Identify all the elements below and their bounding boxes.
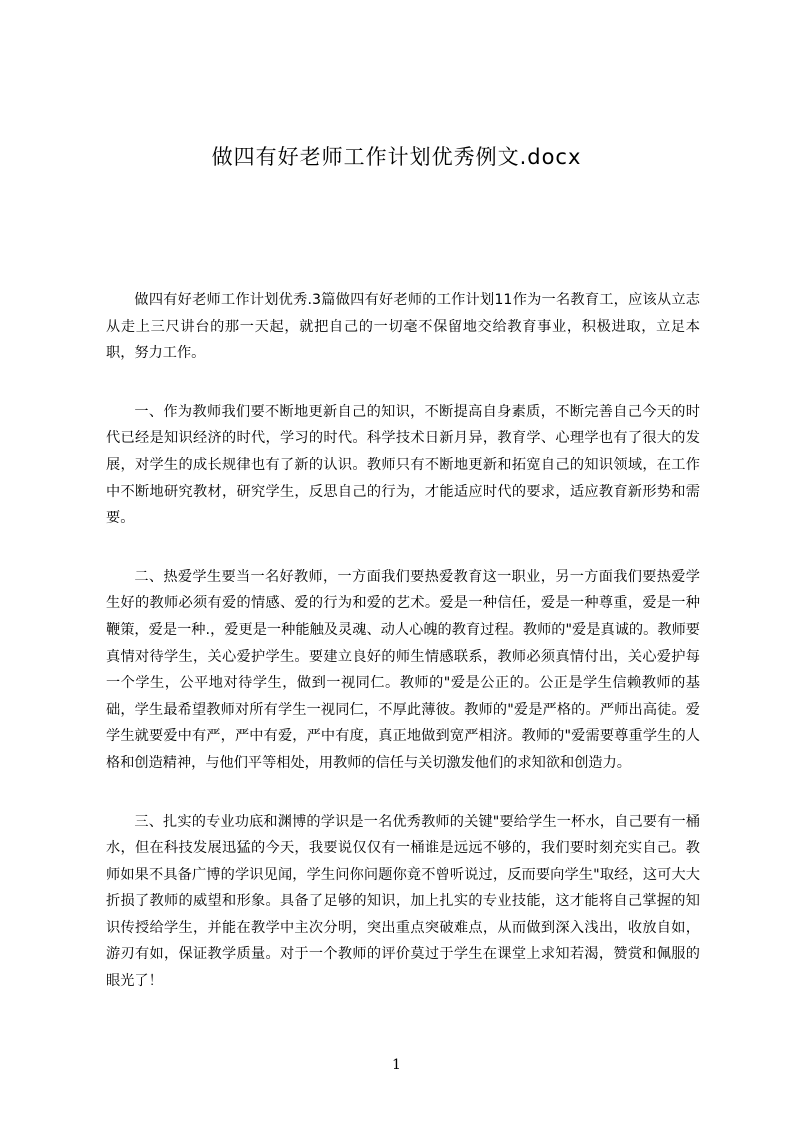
paragraph-section-three: 三、扎实的专业功底和渊博的学识是一名优秀教师的关键"要给学生一杯水，自己要有一桶水，但在科技发展迅猛的今天，我要说仅仅有一桶谁是远远不够的，我们要时刻充实自己。教师如果不具备广博的学识见闻，学生问你问题你竟不曾听说过，反而要向学生"取经，这可大大折损了教师的威望和形象。具备了足够的知识，加上扎实的专业技能，这才能将自己掌握的知识传授给学生，并能在教学中主次分明，突出重点突破难点，从而做到深入浅出，收放自如，游刃有如，保证教学质量。对于一个教师的评价莫过于学生在课堂上求知若渴，赞赏和佩服的眼光了！ bbox=[106, 813, 700, 990]
document-title: 做四有好老师工作计划优秀例文.docx bbox=[211, 145, 582, 169]
document-body bbox=[106, 287, 700, 1027]
paragraph-section-one: 一、作为教师我们要不断地更新自己的知识，不断提高自身素质，不断完善自己今天的时代已经是知识经济的时代，学习的时代。科学技术日新月异，教育学、心理学也有了很大的发展，对学生的成长规律也有了新的认识。教师只有不断地更新和拓宽自己的知识领域，在工作中不断地研究教材，研究学生，反思自己的行为，才能适应时代的要求，适应教育新形势和需要。 bbox=[106, 403, 700, 527]
page-number: 1 bbox=[392, 1057, 401, 1073]
paragraph-intro: 做四有好老师工作计划优秀.3篇做四有好老师的工作计划11作为一名教育工，应该从立志从走上三尺讲台的那一天起，就把自己的一切毫不保留地交给教育事业，积极进取，立足本职，努力工作。 bbox=[106, 292, 700, 362]
paragraph-section-two: 二、热爱学生要当一名好教师，一方面我们要热爱教育这一职业，另一方面我们要热爱学生好的教师必须有爱的情感、爱的行为和爱的艺术。爱是一种信任，爱是一种尊重，爱是一种鞭策，爱是一种.，爱更是一种能触及灵魂、动人心魄的教育过程。教师的"爱是真诚的。教师要真情对待学生，关心爱护学生。要建立良好的师生情感联系，教师必须真情付出，关心爱护每一个学生，公平地对待学生，做到一视同仁。教师的"爱是公正的。公正是学生信赖教师的基础，学生最希望教师对所有学生一视同仁，不厚此薄彼。教师的"爱是严格的。严师出高徒。爱学生就要爱中有严，严中有爱，严中有度，真正地做到宽严相济。教师的"爱需要尊重学生的人格和创造精神，与他们平等相处，用教师的信任与关切激发他们的求知欲和创造力。 bbox=[106, 568, 700, 771]
